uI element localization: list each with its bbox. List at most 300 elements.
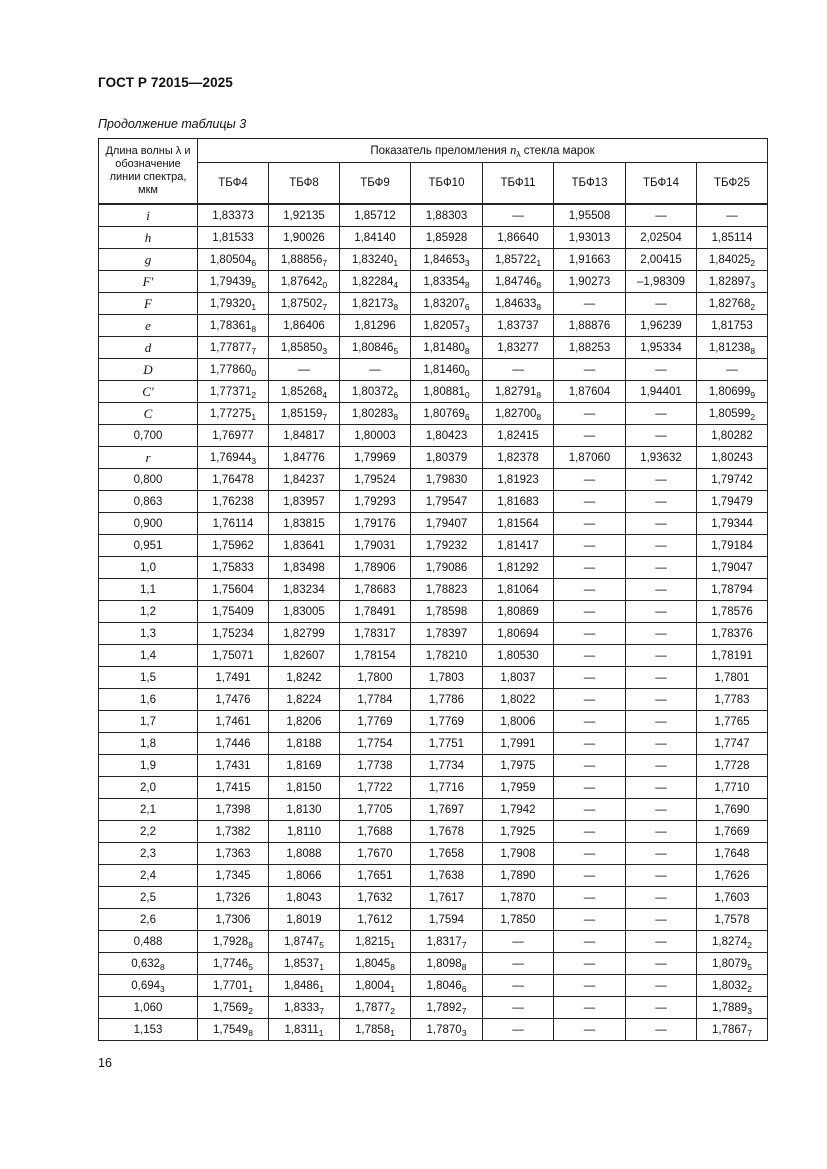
cell-value: 1,77371 bbox=[209, 385, 252, 398]
brand-header: ТБФ14 bbox=[626, 163, 697, 205]
cell-value: — bbox=[655, 671, 667, 684]
row-label-text: 1,7 bbox=[140, 715, 156, 728]
refractive-index-suffix: стекла марок bbox=[523, 145, 595, 157]
table-cell bbox=[554, 491, 626, 513]
table-cell bbox=[269, 689, 340, 711]
cell-value: 1,83498 bbox=[283, 561, 325, 574]
cell-value: 1,80869 bbox=[497, 605, 539, 618]
cell-subscript: 7 bbox=[461, 939, 467, 950]
cell-value: 1,7908 bbox=[500, 847, 536, 860]
table-row bbox=[99, 777, 768, 799]
cell-value: 1,8037 bbox=[500, 671, 536, 684]
table-cell bbox=[269, 403, 340, 425]
cell-value: 1,8130 bbox=[286, 803, 322, 816]
table-cell bbox=[411, 931, 483, 953]
refractive-index-symbol: n bbox=[510, 143, 517, 157]
table-body bbox=[99, 204, 768, 1041]
cell-value: 1,81064 bbox=[497, 583, 539, 596]
table-cell bbox=[626, 755, 697, 777]
table-cell bbox=[411, 1019, 483, 1041]
table-cell bbox=[626, 249, 697, 271]
row-label-text: d bbox=[144, 339, 152, 355]
cell-subscript: 3 bbox=[750, 279, 756, 290]
table-cell bbox=[269, 381, 340, 403]
table-cell bbox=[697, 755, 768, 777]
table-cell bbox=[483, 249, 554, 271]
cell-value: 1,82415 bbox=[497, 429, 539, 442]
table-row bbox=[99, 271, 768, 293]
cell-value: 1,77275 bbox=[209, 407, 252, 420]
cell-value: 1,95508 bbox=[568, 209, 611, 222]
table-cell bbox=[483, 953, 554, 975]
table-row bbox=[99, 755, 768, 777]
table-cell bbox=[697, 1019, 768, 1041]
cell-value: 1,81460 bbox=[423, 363, 465, 376]
cell-value: — bbox=[583, 1001, 596, 1014]
cell-subscript: 1 bbox=[248, 983, 253, 994]
table-cell bbox=[483, 931, 554, 953]
table-cell bbox=[411, 469, 483, 491]
cell-value: — bbox=[655, 825, 667, 838]
cell-value: 1,7617 bbox=[428, 891, 465, 904]
cell-value: — bbox=[583, 847, 596, 860]
cell-value: 1,7850 bbox=[500, 913, 536, 926]
document-header: ГОСТ Р 72015—2025 bbox=[98, 75, 233, 90]
cell-value: 1,7461 bbox=[215, 715, 251, 728]
table-cell bbox=[697, 843, 768, 865]
cell-value: — bbox=[583, 737, 596, 750]
table-cell bbox=[554, 865, 626, 887]
cell-value: 1,93013 bbox=[568, 231, 611, 244]
table-cell bbox=[483, 1019, 554, 1041]
table-cell bbox=[554, 601, 626, 623]
cell-subscript: 3 bbox=[322, 345, 328, 356]
cell-value: 1,7632 bbox=[357, 891, 393, 904]
table-cell bbox=[198, 271, 269, 293]
table-cell bbox=[697, 359, 768, 381]
cell-value: — bbox=[655, 737, 667, 750]
table-cell bbox=[340, 513, 411, 535]
cell-value: 1,84633 bbox=[494, 297, 537, 310]
cell-value: 1,80243 bbox=[711, 451, 753, 464]
row-label bbox=[99, 249, 198, 271]
cell-value: — bbox=[655, 759, 667, 772]
cell-value: 1,7925 bbox=[500, 825, 536, 838]
row-label bbox=[99, 997, 198, 1019]
table-cell bbox=[411, 777, 483, 799]
table-cell bbox=[198, 535, 269, 557]
cell-value: 1,7578 bbox=[714, 913, 750, 926]
row-label bbox=[99, 513, 198, 535]
cell-value: 1,7651 bbox=[357, 869, 393, 882]
row-label bbox=[99, 755, 198, 777]
row-label bbox=[99, 645, 198, 667]
table-cell bbox=[554, 227, 626, 249]
row-label bbox=[99, 293, 198, 315]
cell-value: 1,8150 bbox=[286, 781, 322, 794]
row-label-subscript: 3 bbox=[160, 983, 165, 994]
cell-value: 1,7928 bbox=[213, 935, 249, 948]
cell-value: 1,7658 bbox=[428, 847, 465, 860]
table-cell bbox=[269, 975, 340, 997]
cell-subscript: 1 bbox=[319, 983, 324, 994]
cell-value: 1,82607 bbox=[283, 649, 325, 662]
cell-value: 1,83815 bbox=[283, 517, 325, 530]
table-cell bbox=[483, 491, 554, 513]
row-label bbox=[99, 931, 198, 953]
table-cell bbox=[554, 755, 626, 777]
cell-value: 1,8311 bbox=[284, 1023, 319, 1036]
cell-value: 1,83957 bbox=[283, 495, 325, 508]
cell-subscript: 6 bbox=[461, 983, 467, 994]
cell-value: 1,79742 bbox=[711, 473, 753, 486]
table-cell bbox=[483, 469, 554, 491]
table-cell bbox=[697, 931, 768, 953]
table-cell bbox=[269, 293, 340, 315]
cell-value: 1,7870 bbox=[426, 1023, 462, 1036]
cell-value: 1,75409 bbox=[212, 605, 254, 618]
table-row bbox=[99, 227, 768, 249]
cell-value: 1,8274 bbox=[712, 935, 748, 948]
table-cell bbox=[483, 887, 554, 909]
cell-subscript: 5 bbox=[251, 279, 257, 290]
table-cell bbox=[411, 909, 483, 931]
table-cell bbox=[269, 623, 340, 645]
table-cell bbox=[198, 667, 269, 689]
table-cell bbox=[198, 931, 269, 953]
cell-subscript: 8 bbox=[750, 345, 756, 356]
row-label bbox=[99, 315, 198, 337]
cell-value: 1,82897 bbox=[708, 275, 751, 288]
table-cell bbox=[554, 447, 626, 469]
cell-value: 1,85114 bbox=[711, 231, 753, 244]
cell-value: 1,83240 bbox=[351, 253, 394, 266]
row-label bbox=[99, 623, 198, 645]
table-cell bbox=[626, 667, 697, 689]
table-cell bbox=[340, 557, 411, 579]
cell-value: 1,7431 bbox=[215, 759, 251, 772]
cell-value: 1,81296 bbox=[354, 319, 396, 332]
cell-value: 1,82057 bbox=[423, 319, 465, 332]
cell-value: — bbox=[655, 649, 667, 662]
table-cell bbox=[554, 249, 626, 271]
row-label-text: 1,1 bbox=[140, 583, 156, 596]
table-cell bbox=[198, 777, 269, 799]
cell-value: — bbox=[655, 913, 667, 926]
row-label-text: i bbox=[146, 207, 150, 223]
row-label bbox=[99, 557, 198, 579]
cell-value: — bbox=[583, 363, 596, 376]
table-cell bbox=[697, 293, 768, 315]
cell-value: 1,7710 bbox=[714, 781, 750, 794]
table-cell bbox=[269, 865, 340, 887]
row-label-text: 0,900 bbox=[133, 517, 163, 530]
table-cell bbox=[340, 447, 411, 469]
cell-value: 1,78823 bbox=[425, 583, 468, 596]
cell-value: 1,78317 bbox=[354, 627, 396, 640]
cell-value: 1,7747 bbox=[714, 737, 750, 750]
table-row bbox=[99, 711, 768, 733]
row-label bbox=[99, 689, 198, 711]
cell-value: 1,76977 bbox=[212, 429, 254, 442]
cell-value: 1,7648 bbox=[714, 847, 750, 860]
row-label-text: 2,3 bbox=[140, 847, 156, 860]
cell-value: 1,8110 bbox=[286, 825, 322, 838]
cell-value: — bbox=[583, 935, 596, 948]
table-cell bbox=[198, 711, 269, 733]
table-cell bbox=[697, 513, 768, 535]
table-cell bbox=[411, 381, 483, 403]
table-cell bbox=[411, 887, 483, 909]
cell-value: 1,79320 bbox=[209, 297, 252, 310]
table-cell bbox=[269, 204, 340, 227]
brand-header: ТБФ10 bbox=[411, 163, 483, 205]
cell-value: 1,82799 bbox=[283, 627, 325, 640]
table-cell bbox=[626, 513, 697, 535]
cell-value: 1,78376 bbox=[711, 627, 753, 640]
table-row bbox=[99, 623, 768, 645]
table-cell bbox=[198, 513, 269, 535]
table-cell bbox=[198, 997, 269, 1019]
table-cell bbox=[554, 689, 626, 711]
cell-value: — bbox=[655, 539, 667, 552]
row-label-text: 0,694 bbox=[131, 979, 161, 992]
cell-value: 1,81533 bbox=[212, 231, 254, 244]
table-cell bbox=[697, 733, 768, 755]
table-cell bbox=[483, 425, 554, 447]
cell-value: — bbox=[583, 605, 596, 618]
table-cell bbox=[697, 777, 768, 799]
table-cell bbox=[411, 227, 483, 249]
cell-value: — bbox=[583, 715, 596, 728]
cell-value: 1,95334 bbox=[640, 341, 682, 354]
cell-value: — bbox=[512, 1023, 524, 1036]
table-cell bbox=[483, 381, 554, 403]
table-cell bbox=[269, 755, 340, 777]
table-cell bbox=[411, 975, 483, 997]
row-label-text: 1,2 bbox=[140, 605, 156, 618]
table-cell bbox=[269, 491, 340, 513]
table-cell bbox=[697, 711, 768, 733]
cell-subscript: 6 bbox=[251, 257, 257, 268]
cell-value: — bbox=[655, 209, 667, 222]
table-row bbox=[99, 733, 768, 755]
table-cell bbox=[483, 843, 554, 865]
table-cell bbox=[697, 491, 768, 513]
cell-value: 2,02504 bbox=[640, 231, 682, 244]
row-label-text: D bbox=[143, 361, 153, 377]
table-cell bbox=[554, 381, 626, 403]
table-cell bbox=[411, 821, 483, 843]
cell-subscript: 0 bbox=[251, 367, 257, 378]
table-cell bbox=[626, 799, 697, 821]
table-cell bbox=[340, 975, 411, 997]
cell-subscript: 1 bbox=[319, 961, 324, 972]
table-cell bbox=[554, 931, 626, 953]
table-cell bbox=[340, 887, 411, 909]
table-cell bbox=[340, 997, 411, 1019]
cell-value: 1,78906 bbox=[354, 561, 396, 574]
table-cell bbox=[269, 711, 340, 733]
cell-value: 1,7765 bbox=[714, 715, 750, 728]
table-cell bbox=[483, 755, 554, 777]
table-row bbox=[99, 535, 768, 557]
row-label-text: 0,800 bbox=[133, 473, 163, 486]
row-label-text: 0,488 bbox=[133, 935, 163, 948]
cell-subscript: 8 bbox=[536, 389, 542, 400]
cell-value: 1,8215 bbox=[355, 935, 391, 948]
cell-value: 1,78683 bbox=[354, 583, 396, 596]
table-row bbox=[99, 821, 768, 843]
cell-value: 1,8046 bbox=[426, 979, 462, 992]
table-cell bbox=[697, 909, 768, 931]
table-row bbox=[99, 909, 768, 931]
row-label-text: e bbox=[145, 317, 151, 333]
cell-subscript: 2 bbox=[747, 983, 752, 994]
cell-value: 1,7877 bbox=[355, 1001, 391, 1014]
refractive-index-prefix: Показатель преломления bbox=[370, 145, 507, 157]
cell-subscript: 4 bbox=[322, 389, 328, 400]
cell-value: — bbox=[512, 1001, 524, 1014]
cell-value: 1,7754 bbox=[357, 737, 393, 750]
row-label bbox=[99, 975, 198, 997]
table-cell bbox=[340, 601, 411, 623]
cell-subscript: 0 bbox=[322, 279, 328, 290]
table-cell bbox=[483, 293, 554, 315]
cell-value: 1,7398 bbox=[215, 803, 251, 816]
row-label bbox=[99, 953, 198, 975]
row-label bbox=[99, 227, 198, 249]
cell-value: — bbox=[655, 979, 667, 992]
cell-value: 1,79047 bbox=[711, 561, 753, 574]
table-row bbox=[99, 293, 768, 315]
table-cell bbox=[340, 271, 411, 293]
cell-subscript: 1 bbox=[390, 983, 395, 994]
table-cell bbox=[340, 579, 411, 601]
cell-value: 1,75962 bbox=[212, 539, 254, 552]
cell-value: 1,86640 bbox=[497, 231, 539, 244]
table-cell bbox=[626, 689, 697, 711]
cell-value: — bbox=[583, 693, 596, 706]
cell-value: 1,7870 bbox=[500, 891, 536, 904]
table-cell bbox=[269, 997, 340, 1019]
cell-value: 1,80372 bbox=[351, 385, 394, 398]
table-cell bbox=[626, 403, 697, 425]
cell-value: 1,83207 bbox=[423, 297, 465, 310]
cell-value: — bbox=[655, 715, 667, 728]
cell-subscript: 3 bbox=[747, 1005, 752, 1016]
cell-value: 2,00415 bbox=[640, 253, 682, 266]
cell-subscript: 9 bbox=[750, 389, 756, 400]
cell-subscript: 2 bbox=[747, 939, 752, 950]
row-label bbox=[99, 337, 198, 359]
table-cell bbox=[697, 623, 768, 645]
cell-subscript: 4 bbox=[393, 279, 399, 290]
cell-value: — bbox=[512, 935, 524, 948]
cell-value: — bbox=[583, 627, 596, 640]
table-cell bbox=[340, 821, 411, 843]
row-label bbox=[99, 425, 198, 447]
table-cell bbox=[198, 579, 269, 601]
cell-value: — bbox=[512, 957, 524, 970]
table-cell bbox=[411, 601, 483, 623]
row-label-subscript: 8 bbox=[160, 961, 165, 972]
table-cell bbox=[198, 887, 269, 909]
table-cell bbox=[697, 689, 768, 711]
row-label bbox=[99, 799, 198, 821]
cell-value: 1,8079 bbox=[712, 957, 748, 970]
table-cell bbox=[554, 733, 626, 755]
table-cell bbox=[483, 909, 554, 931]
table-cell bbox=[411, 689, 483, 711]
cell-subscript: 7 bbox=[251, 345, 257, 356]
table-cell bbox=[626, 381, 697, 403]
cell-value: — bbox=[655, 803, 667, 816]
cell-value: 1,85850 bbox=[280, 341, 323, 354]
cell-value: 1,7491 bbox=[215, 671, 251, 684]
row-label bbox=[99, 579, 198, 601]
table-cell bbox=[411, 425, 483, 447]
table-cell bbox=[554, 579, 626, 601]
table-row bbox=[99, 865, 768, 887]
table-cell bbox=[483, 733, 554, 755]
cell-value: 1,79547 bbox=[425, 495, 468, 508]
table-cell bbox=[269, 667, 340, 689]
table-cell bbox=[411, 579, 483, 601]
column-header-wavelength: Длина волны λ и обозначение линии спектра, мкм bbox=[99, 139, 198, 205]
table-row bbox=[99, 931, 768, 953]
cell-value: 1,79969 bbox=[354, 451, 396, 464]
table-cell bbox=[697, 535, 768, 557]
row-label-text: 2,5 bbox=[140, 891, 156, 904]
table-cell bbox=[269, 887, 340, 909]
table-cell bbox=[269, 909, 340, 931]
table-cell bbox=[554, 667, 626, 689]
cell-value: 1,8317 bbox=[426, 935, 462, 948]
row-label bbox=[99, 491, 198, 513]
cell-value: 1,7716 bbox=[428, 781, 465, 794]
cell-value: 1,8188 bbox=[286, 737, 322, 750]
table-row bbox=[99, 249, 768, 271]
row-label bbox=[99, 733, 198, 755]
cell-subscript: 3 bbox=[251, 455, 257, 466]
cell-value: 1,7746 bbox=[213, 957, 249, 970]
table-cell bbox=[269, 513, 340, 535]
table-cell bbox=[198, 645, 269, 667]
table-cell bbox=[554, 975, 626, 997]
row-label bbox=[99, 711, 198, 733]
table-cell bbox=[340, 425, 411, 447]
table-row bbox=[99, 667, 768, 689]
cell-value: 1,79439 bbox=[209, 275, 252, 288]
table-row bbox=[99, 557, 768, 579]
table-cell bbox=[198, 733, 269, 755]
cell-value: 1,79344 bbox=[711, 517, 753, 530]
table-cell bbox=[483, 689, 554, 711]
cell-value: 1,78210 bbox=[425, 649, 468, 662]
cell-value: 1,7670 bbox=[357, 847, 393, 860]
cell-value: 1,88253 bbox=[568, 341, 611, 354]
cell-value: 1,7446 bbox=[215, 737, 251, 750]
row-label-text: 2,6 bbox=[140, 913, 156, 926]
table-cell bbox=[626, 293, 697, 315]
table-cell bbox=[269, 799, 340, 821]
cell-value: 1,77877 bbox=[209, 341, 252, 354]
cell-value: — bbox=[655, 473, 667, 486]
cell-value: 1,7363 bbox=[215, 847, 251, 860]
row-label bbox=[99, 887, 198, 909]
table-cell bbox=[626, 645, 697, 667]
